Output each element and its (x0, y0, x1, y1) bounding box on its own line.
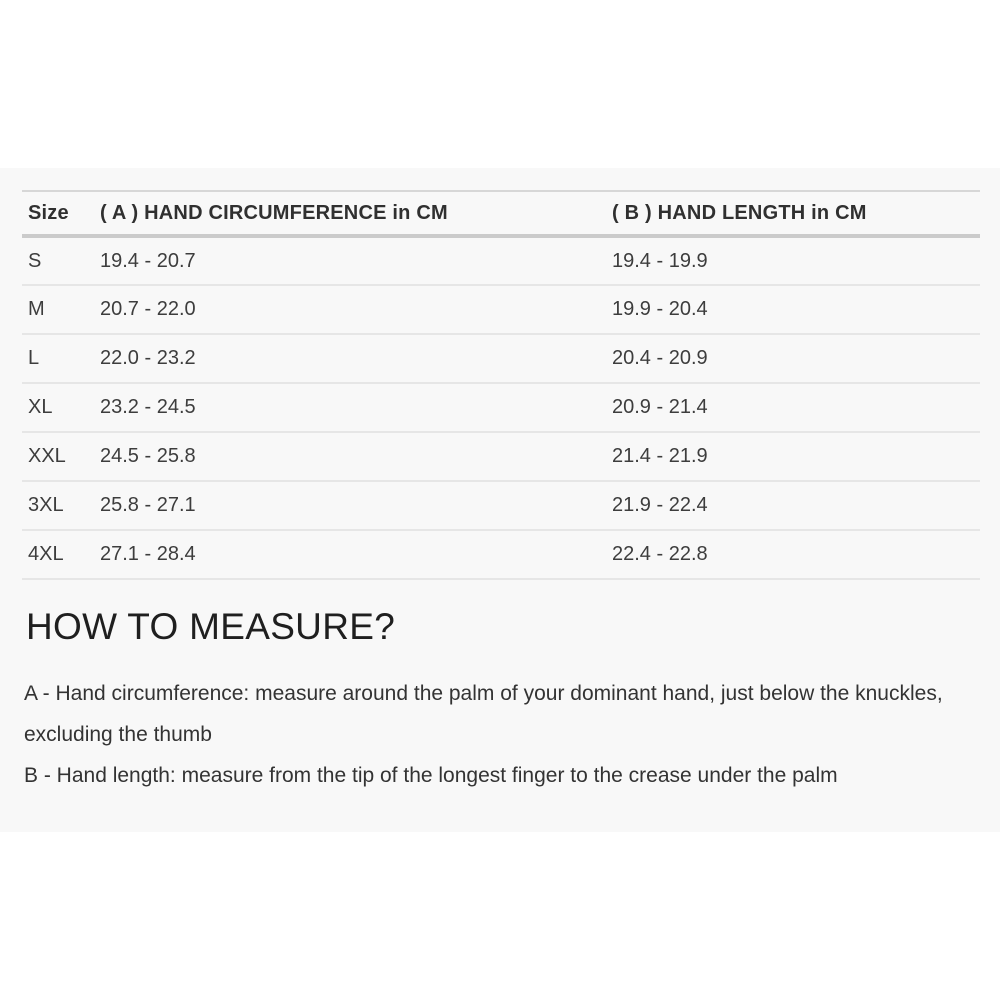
table-row (22, 481, 980, 530)
length-cell: 19.9 - 20.4 (612, 285, 980, 334)
length-cell: 20.4 - 20.9 (612, 334, 980, 383)
circumference-cell: 23.2 - 24.5 (100, 383, 612, 432)
circumference-cell: 22.0 - 23.2 (100, 334, 612, 383)
size-table (22, 190, 980, 580)
length-cell: 20.9 - 21.4 (612, 383, 980, 432)
col-header-length: ( B ) HAND LENGTH in CM (612, 191, 980, 236)
circumference-cell: 24.5 - 25.8 (100, 432, 612, 481)
measure-instructions (24, 673, 974, 796)
table-row (22, 432, 980, 481)
table-header-row (22, 191, 980, 236)
size-cell: L (22, 334, 100, 383)
table-row (22, 236, 980, 285)
length-cell: 22.4 - 22.8 (612, 530, 980, 579)
size-cell: S (22, 236, 100, 285)
instruction-a: A - Hand circumference: measure around the palm of your dominant hand, just below the knuckles, excluding the thumb (24, 681, 943, 746)
col-header-size: Size (22, 191, 100, 236)
instruction-b: B - Hand length: measure from the tip of the longest finger to the crease under the palm (24, 763, 838, 787)
table-row (22, 383, 980, 432)
circumference-cell: 19.4 - 20.7 (100, 236, 612, 285)
size-cell: XXL (22, 432, 100, 481)
size-guide-panel (0, 168, 1000, 832)
length-cell: 21.9 - 22.4 (612, 481, 980, 530)
size-cell: XL (22, 383, 100, 432)
circumference-cell: 27.1 - 28.4 (100, 530, 612, 579)
length-cell: 21.4 - 21.9 (612, 432, 980, 481)
size-cell: M (22, 285, 100, 334)
table-row (22, 530, 980, 579)
circumference-cell: 25.8 - 27.1 (100, 481, 612, 530)
size-cell: 3XL (22, 481, 100, 530)
length-cell: 19.4 - 19.9 (612, 236, 980, 285)
table-row (22, 334, 980, 383)
col-header-circumference: ( A ) HAND CIRCUMFERENCE in CM (100, 191, 612, 236)
size-cell: 4XL (22, 530, 100, 579)
circumference-cell: 20.7 - 22.0 (100, 285, 612, 334)
table-row (22, 285, 980, 334)
how-to-measure-heading: HOW TO MEASURE? (26, 606, 396, 647)
